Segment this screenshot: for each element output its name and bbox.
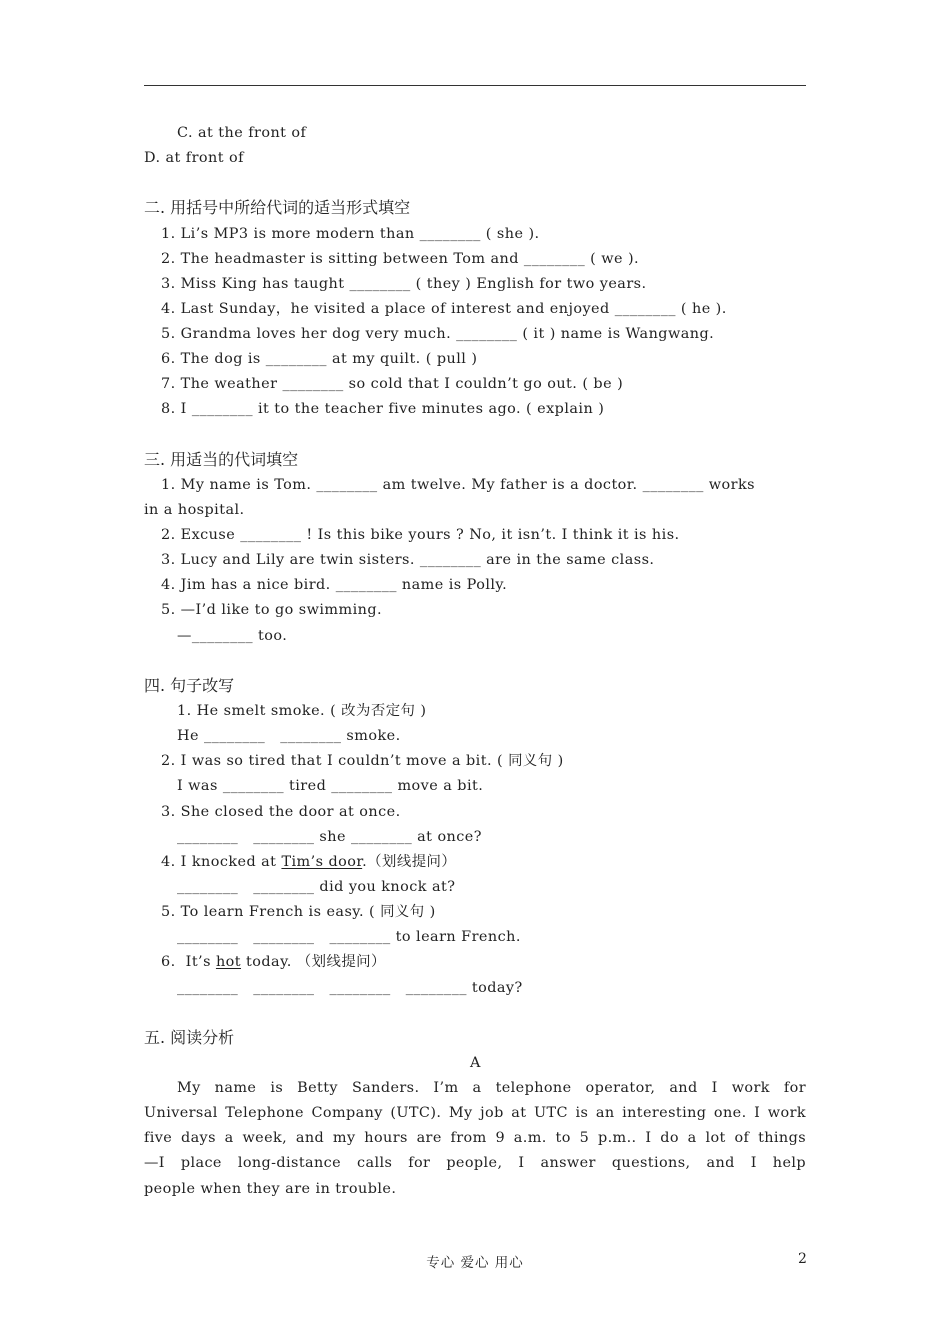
s3-item-5b: —________ too. — [177, 628, 288, 644]
s3-item-3: 3. Lucy and Lily are twin sisters. ________ are in the same class. — [161, 552, 655, 568]
s4-q4 — [161, 855, 456, 869]
s4-a4: ________ ________ did you knock at? — [177, 879, 456, 895]
page-footer: 专心 爱心 用心 — [426, 1255, 524, 1271]
s3-item-2: 2. Excuse ________ ! Is this bike yours ? No, it isn’t. I think it is his. — [161, 527, 680, 543]
s4-a1: He ________ ________ smoke. — [177, 728, 401, 744]
section-5-title: 五. 阅读分析 — [144, 1028, 235, 1047]
section-4-title: 四. 句子改写 — [144, 676, 235, 695]
s2-item-4: 4. Last Sunday，he visited a place of interest and enjoyed ________ ( he ). — [161, 301, 727, 317]
s4-q6 — [161, 955, 386, 969]
s3-item-4: 4. Jim has a nice bird. ________ name is Polly. — [161, 577, 508, 593]
s4-q2: 2. I was so tired that I couldn’t move a bit. ( 同义句 ) — [161, 753, 564, 769]
s4-q1: 1. He smelt smoke. ( 改为否定句 ) — [177, 703, 427, 719]
section-3-title: 三. 用适当的代词填空 — [144, 450, 299, 469]
s4-q4-underlined: Tim’s door — [281, 854, 363, 870]
s2-item-1: 1. Li’s MP3 is more modern than ________ ( she ). — [161, 226, 540, 242]
s4-q3: 3. She closed the door at once. — [161, 804, 401, 820]
s3-item-1a: 1. My name is Tom. ________ am twelve. My father is a doctor. ________ works — [161, 477, 755, 493]
page-number: 2 — [798, 1251, 807, 1267]
s4-q4-pre: 4. I knocked at — [161, 854, 282, 870]
passage-line-4: —I place long-distance calls for people, I answer questions, and I help — [144, 1155, 806, 1171]
passage-line-2: Universal Telephone Company (UTC). My job at UTC is an interesting one. I work — [144, 1105, 806, 1121]
s4-q6-underlined: hot — [215, 954, 242, 970]
s3-item-1b: in a hospital. — [144, 502, 245, 518]
s4-q4-post: .（划线提问） — [362, 854, 457, 870]
passage-line-5: people when they are in trouble. — [144, 1181, 397, 1197]
s2-item-8: 8. I ________ it to the teacher five minutes ago. ( explain ) — [161, 401, 605, 417]
section-2-title: 二. 用括号中所给代词的适当形式填空 — [144, 198, 411, 217]
s4-q6-post: today. （划线提问） — [241, 954, 386, 970]
s2-item-2: 2. The headmaster is sitting between Tom and ________ ( we ). — [161, 251, 640, 267]
s4-a2: I was ________ tired ________ move a bit. — [177, 778, 484, 794]
s4-q6-pre: 6. It’s — [161, 954, 216, 970]
s4-a6: ________ ________ ________ ________ today? — [177, 980, 523, 996]
passage-line-3: five days a week, and my hours are from 9 a.m. to 5 p.m.. I do a lot of things — [144, 1130, 806, 1146]
s3-item-5a: 5. —I’d like to go swimming. — [161, 602, 383, 618]
header-rule — [144, 85, 806, 86]
s2-item-7: 7. The weather ________ so cold that I couldn’t go out. ( be ) — [161, 376, 624, 392]
option-d: D. at front of — [144, 150, 244, 166]
s4-q5: 5. To learn French is easy. ( 同义句 ) — [161, 904, 436, 920]
passage-label: A — [470, 1055, 481, 1071]
s4-a5: ________ ________ ________ to learn French. — [177, 929, 521, 945]
s2-item-3: 3. Miss King has taught ________ ( they ) English for two years. — [161, 276, 647, 292]
option-c: C. at the front of — [177, 125, 307, 141]
s2-item-5: 5. Grandma loves her dog very much. ________ ( it ) name is Wangwang. — [161, 326, 715, 342]
s4-a3: ________ ________ she ________ at once? — [177, 829, 482, 845]
s2-item-6: 6. The dog is ________ at my quilt. ( pull ) — [161, 351, 478, 367]
passage-line-1: My name is Betty Sanders. I’m a telephone operator, and I work for — [177, 1080, 806, 1096]
